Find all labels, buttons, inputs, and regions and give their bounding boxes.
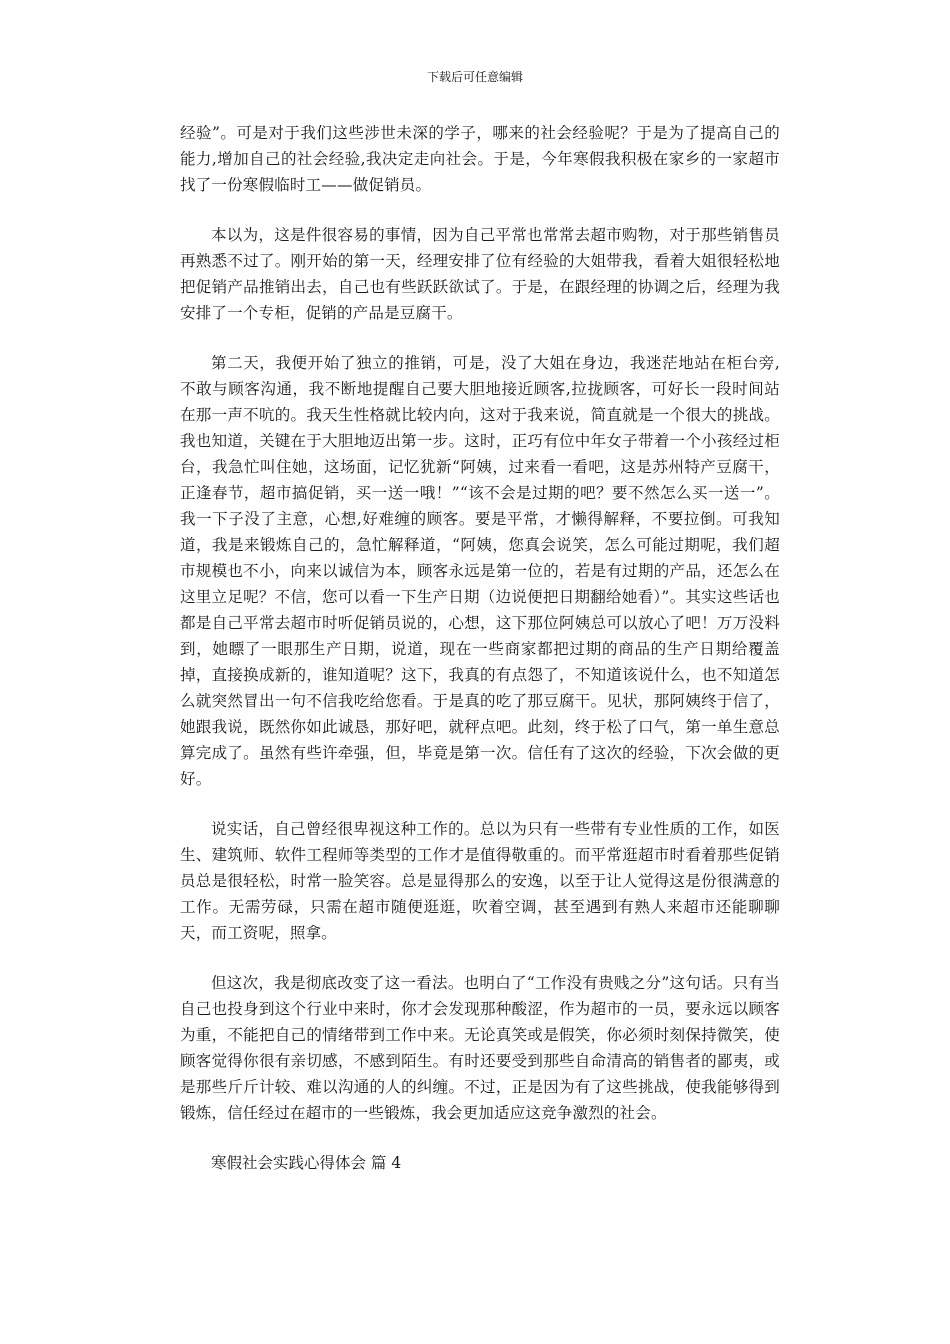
paragraph-continuation: 经验”。可是对于我们这些涉世未深的学子，哪来的社会经验呢？于是为了提高自己的能力,增加自己的社会经验,我决定走向社会。于是，今年寒假我积极在家乡的一家超市找了一份寒假临时工——做促销员。 <box>180 124 780 194</box>
paragraph-conclusion: 但这次，我是彻底改变了这一看法。也明白了“工作没有贵贱之分”这句话。只有当自己也投身到这个行业中来时，你才会发现那种酸涩，作为超市的一员，要永远以顾客为重，不能把自己的情绪带到工作中来。无论真笑或是假笑，你必须时刻保持微笑，使顾客觉得你很有亲切感，不感到陌生。有时还要受到那些自命清高的销售者的鄙夷，或是那些斤斤计较、难以沟通的人的纠缠。不过，正是因为有了这些挑战，使我能够得到锻炼，信任经过在超市的一些锻炼，我会更加适应这竞争激烈的社会。 <box>180 974 780 1122</box>
document-body <box>180 120 780 1176</box>
paragraph-second-day: 第二天，我便开始了独立的推销，可是，没了大姐在身边，我迷茫地站在柜台旁,不敢与顾客沟通，我不断地提醒自己要大胆地接近顾客,拉拢顾客，可好长一段时间站在那一声不吭的。我天生性格就比较内向，这对于我来说，简直就是一个很大的挑战。我也知道，关键在于大胆地迈出第一步。这时，正巧有位中年女子带着一个小孩经过柜台，我急忙叫住她，这场面，记忆犹新“阿姨，过来看一看吧，这是苏州特产豆腐干，正逢春节，超市搞促销，买一送一哦！”“该不会是过期的吧？要不然怎么买一送一”。我一下子没了主意，心想,好难缠的顾客。要是平常，才懒得解释，不要拉倒。可我知道，我是来锻炼自己的，急忙解释道，“阿姨，您真会说笑，怎么可能过期呢，我们超市规模也不小，向来以诚信为本，顾客永远是第一位的，若是有过期的产品，还怎么在这里立足呢？不信，您可以看一下生产日期（边说便把日期翻给她看）”。其实这些话也都是自己平常去超市时听促销员说的，心想，这下那位阿姨总可以放心了吧！万万没料到，她瞟了一眼那生产日期，说道，现在一些商家都把过期的商品的生产日期给覆盖掉，直接换成新的，谁知道呢？这下，我真的有点怨了，不知道该说什么，也不知道怎么就突然冒出一句不信我吃给您看。于是真的吃了那豆腐干。见状，那阿姨终于信了，她跟我说，既然你如此诚恳，那好吧，就秤点吧。此刻，终于松了口气，第一单生意总算完成了。虽然有些许牵强，但，毕竟是第一次。信任有了这次的经验，下次会做的更好。 <box>180 354 780 788</box>
paragraph-first-day: 本以为，这是件很容易的事情，因为自己平常也常常去超市购物，对于那些销售员再熟悉不过了。刚开始的第一天，经理安排了位有经验的大姐带我，看着大姐很轻松地把促销产品推销出去，自己也有些跃跃欲试了。于是，在跟经理的协调之后，经理为我安排了一个专柜，促销的产品是豆腐干。 <box>180 226 780 322</box>
section-title: 寒假社会实践心得体会 篇 4 <box>211 1154 402 1172</box>
page-header-note: 下载后可任意编辑 <box>426 70 523 84</box>
paragraph-reflection: 说实话，自己曾经很卑视这种工作的。总以为只有一些带有专业性质的工作，如医生、建筑师、软件工程师等类型的工作才是值得敬重的。而平常逛超市时看着那些促销员总是很轻松，时常一脸笑容。总是显得那么的安逸，以至于让人觉得这是份很满意的工作。无需劳碌，只需在超市随便逛逛，吹着空调，甚至遇到有熟人来超市还能聊聊天，而工资呢，照拿。 <box>180 820 780 942</box>
